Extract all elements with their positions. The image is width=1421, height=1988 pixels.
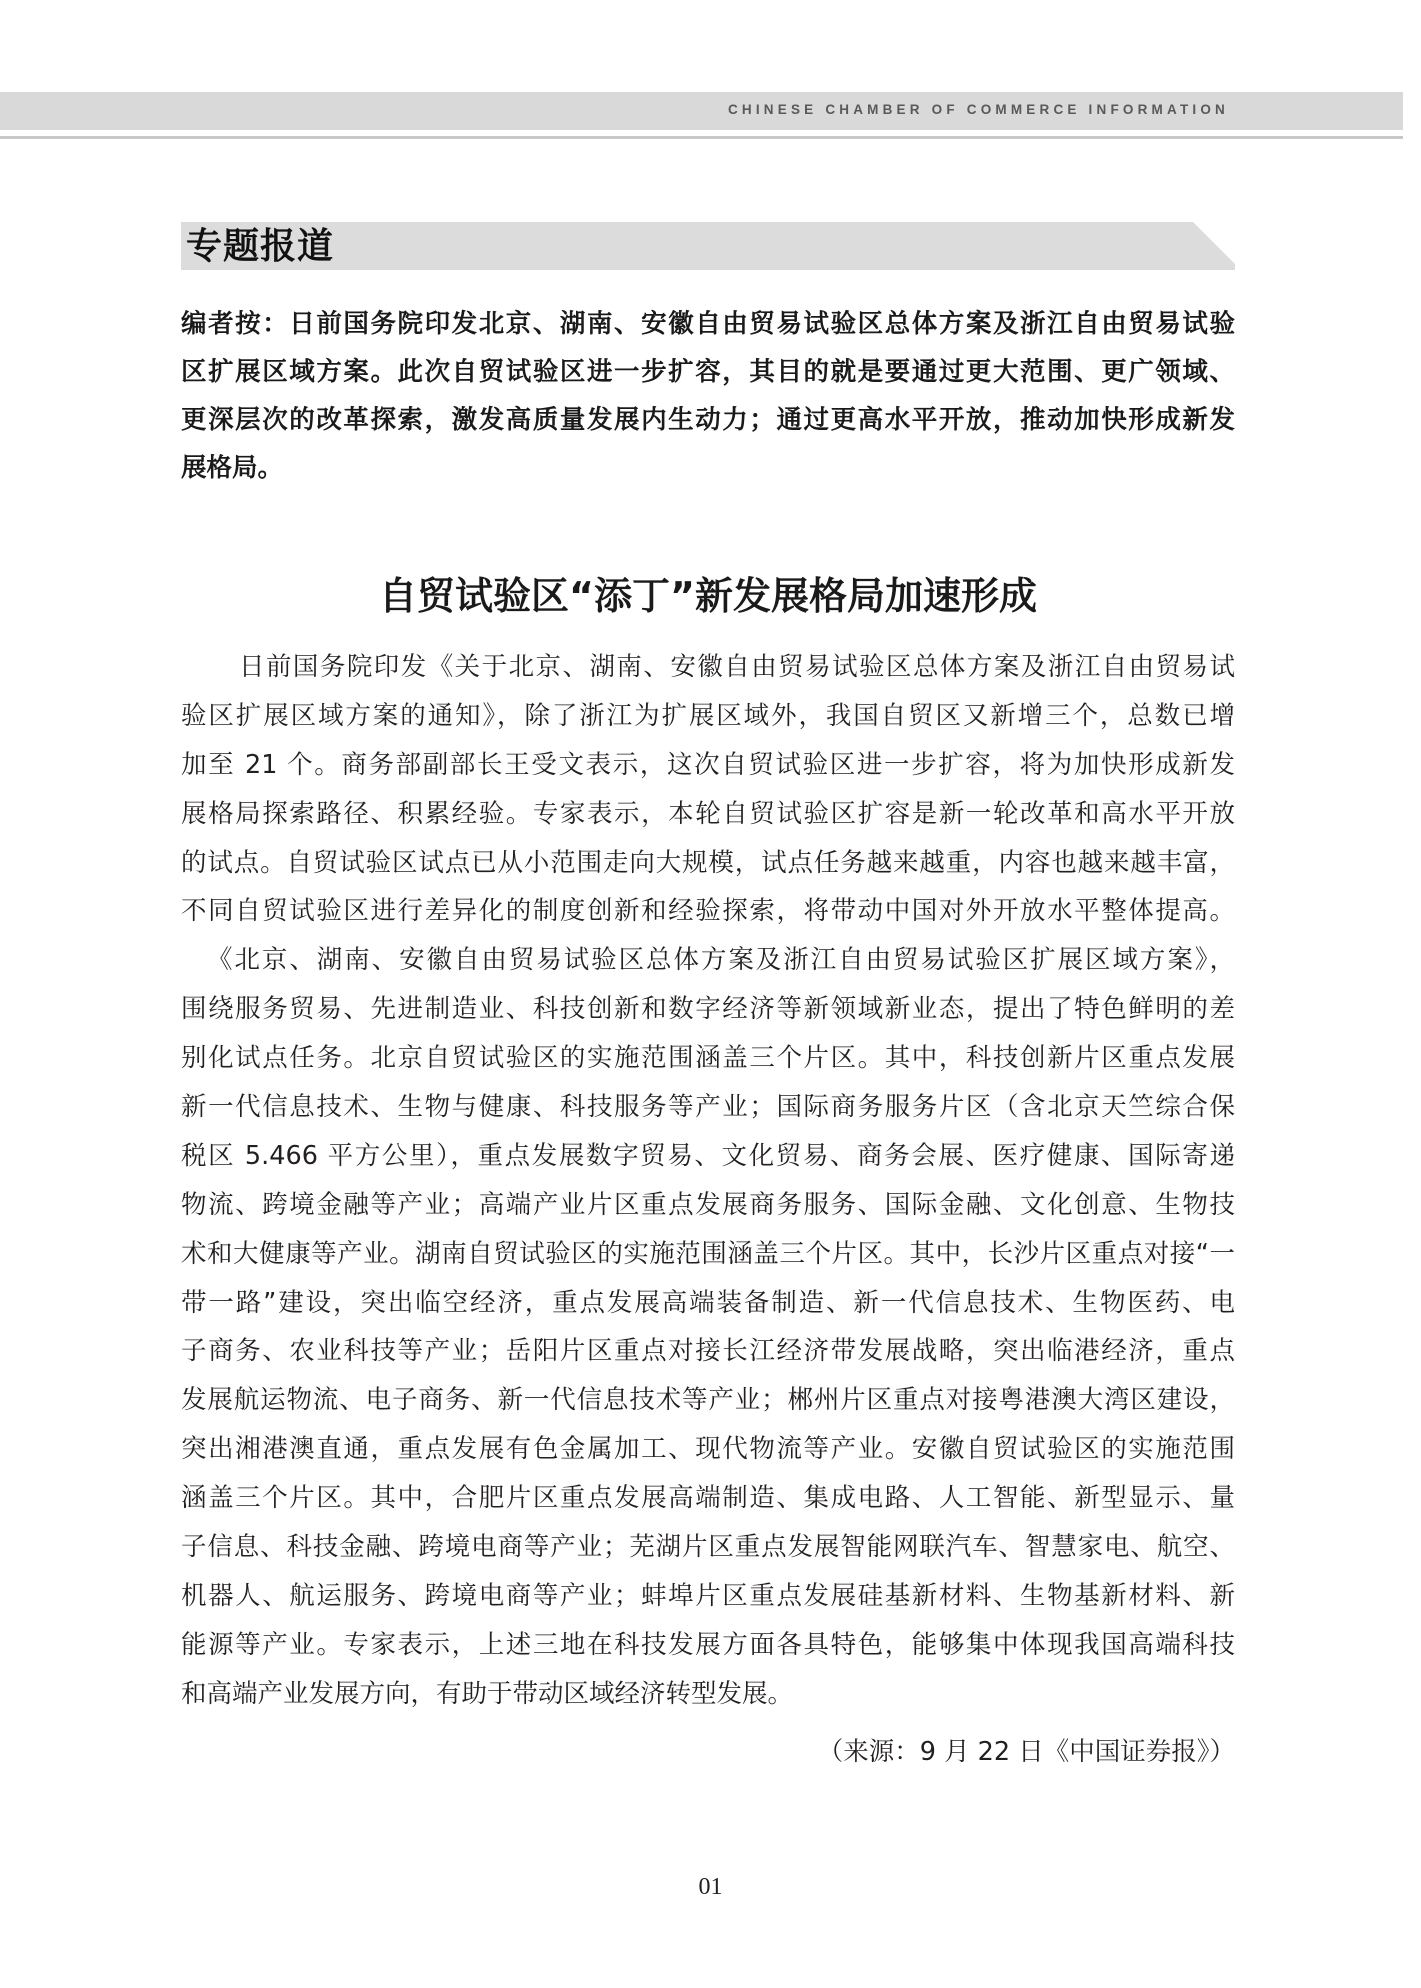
article-line: 术和大健康等产业。湖南自贸试验区的实施范围涵盖三个片区。其中，长沙片区重点对接“一: [181, 1238, 1235, 1269]
article-line: 展格局探索路径、积累经验。专家表示，本轮自贸试验区扩容是新一轮改革和高水平开放: [181, 798, 1235, 829]
article-line: 加至 21 个。商务部副部长王受文表示，这次自贸试验区进一步扩容，将为加快形成新发: [181, 749, 1235, 780]
page-number: 01: [698, 1874, 723, 1900]
article-line: 发展航运物流、电子商务、新一代信息技术等产业；郴州片区重点对接粤港澳大湾区建设，: [181, 1385, 1235, 1416]
article-line: 验区扩展区域方案的通知》，除了浙江为扩展区域外，我国自贸区又新增三个，总数已增: [181, 700, 1235, 731]
article-line: 突出湘港澳直通，重点发展有色金属加工、现代物流等产业。安徽自贸试验区的实施范围: [181, 1434, 1235, 1465]
article-line: 机器人、航运服务、跨境电商等产业；蚌埠片区重点发展硅基新材料、生物基新材料、新: [181, 1580, 1235, 1611]
article-line: 能源等产业。专家表示，上述三地在科技发展方面各具特色，能够集中体现我国高端科技: [181, 1629, 1235, 1660]
publication-name: CHINESE CHAMBER OF COMMERCE INFORMATION: [727, 102, 1229, 117]
section-banner: [181, 222, 1235, 270]
article-source: （来源：9 月 22 日《中国证券报》）: [817, 1737, 1235, 1767]
article-line: 不同自贸试验区进行差异化的制度创新和经验探索，将带动中国对外开放水平整体提高。: [181, 896, 1235, 927]
article-line: 围绕服务贸易、先进制造业、科技创新和数字经济等新领域新业态，提出了特色鲜明的差: [181, 994, 1235, 1025]
editor-note-line: 区扩展区域方案。此次自贸试验区进一步扩容，其目的就是要通过更大范围、更广领域、: [181, 357, 1235, 387]
editor-note-line: 展格局。: [181, 453, 284, 483]
article-line: 和高端产业发展方向，有助于带动区域经济转型发展。: [181, 1678, 794, 1709]
article-line: 的试点。自贸试验区试点已从小范围走向大规模，试点任务越来越重，内容也越来越丰富，: [181, 847, 1235, 878]
article-line: 子商务、农业科技等产业；岳阳片区重点对接长江经济带发展战略，突出临港经济，重点: [181, 1336, 1235, 1367]
editor-note: [181, 300, 1235, 492]
section-title: 专题报道: [186, 225, 335, 267]
article-title: 自贸试验区“添丁”新发展格局加速形成: [379, 574, 1037, 618]
article-line: 物流、跨境金融等产业；高端产业片区重点发展商务服务、国际金融、文化创意、生物技: [181, 1189, 1235, 1220]
article-line: 新一代信息技术、生物与健康、科技服务等产业；国际商务服务片区（含北京天竺综合保: [181, 1092, 1235, 1123]
article-line: 日前国务院印发《关于北京、湖南、安徽自由贸易试验区总体方案及浙江自由贸易试: [239, 652, 1235, 682]
editor-note-line: 编者按：日前国务院印发北京、湖南、安徽自由贸易试验区总体方案及浙江自由贸易试验: [181, 309, 1235, 339]
editor-note-line: 更深层次的改革探索，激发高质量发展内生动力；通过更高水平开放，推动加快形成新发: [181, 405, 1235, 435]
article-line: 别化试点任务。北京自贸试验区的实施范围涵盖三个片区。其中，科技创新片区重点发展: [181, 1043, 1235, 1074]
article-line: 《北京、湖南、安徽自由贸易试验区总体方案及浙江自由贸易试验区扩展区域方案》，: [207, 945, 1235, 976]
header-divider: [0, 136, 1403, 139]
article-line: 带一路”建设，突出临空经济，重点发展高端装备制造、新一代信息技术、生物医药、电: [181, 1287, 1235, 1318]
article-line: 涵盖三个片区。其中，合肥片区重点发展高端制造、集成电路、人工智能、新型显示、量: [181, 1483, 1235, 1514]
article-body: [181, 643, 1235, 1719]
article-line: 税区 5.466 平方公里），重点发展数字贸易、文化贸易、商务会展、医疗健康、国际寄递: [181, 1140, 1235, 1171]
article-line: 子信息、科技金融、跨境电商等产业；芜湖片区重点发展智能网联汽车、智慧家电、航空、: [181, 1532, 1235, 1563]
